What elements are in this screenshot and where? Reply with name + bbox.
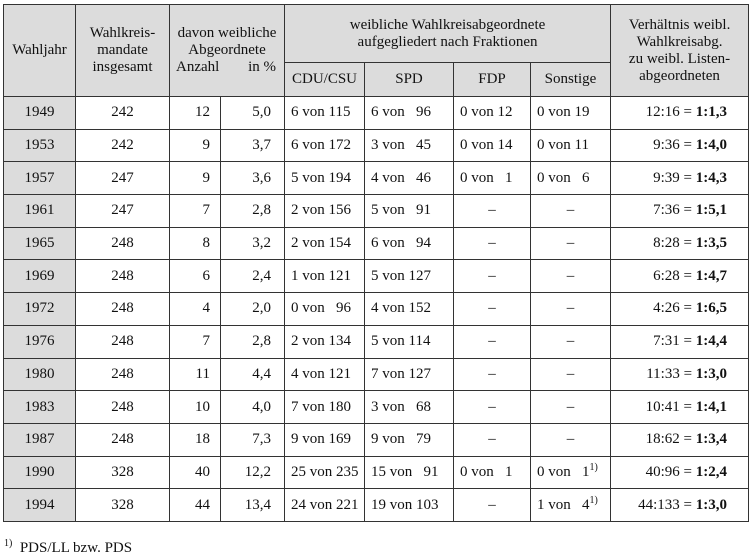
cell-fdp-value: 0 von 14 [460, 137, 513, 154]
cell-cdu [285, 293, 365, 326]
cell-spd-value: 9 von 79 [371, 431, 431, 448]
cell-spd [365, 97, 454, 130]
ratio-normalized: 1:4,7 [695, 267, 728, 284]
cell-cdu-value: 6 von 115 [291, 104, 351, 121]
cell-sonstige-value: – [566, 398, 575, 415]
footnote-ref: 1) [589, 461, 598, 473]
cell-year-value: 1969 [24, 267, 55, 284]
col-header-mandates [76, 5, 170, 97]
cell-fdp [454, 391, 531, 424]
cell-fdp-value: 0 von 1 [460, 169, 513, 186]
cell-year-value: 1990 [24, 463, 55, 480]
cell-count [170, 325, 221, 358]
cell-year-value: 1983 [24, 398, 55, 415]
cell-spd-value: 15 von 91 [371, 463, 439, 480]
cell-sonstige-value: – [566, 431, 575, 448]
col-header-factions-line2: aufgegliedert nach Fraktionen [357, 33, 538, 50]
cell-mandates-value: 248 [111, 365, 134, 382]
cell-mandates [76, 358, 170, 391]
cell-cdu [285, 391, 365, 424]
cell-sonstige-value: – [566, 202, 575, 219]
cell-cdu [285, 129, 365, 162]
cell-fdp [454, 456, 531, 489]
ratio-normalized: 1:3,4 [695, 431, 728, 448]
cell-percent-value: 2,8 [252, 202, 271, 219]
ratio-raw: 9:39 = [653, 169, 696, 186]
cell-percent [221, 195, 285, 228]
cell-year [4, 260, 76, 293]
cell-cdu [285, 260, 365, 293]
cell-percent [221, 358, 285, 391]
table-row [4, 195, 749, 228]
cell-mandates-value: 248 [111, 431, 134, 448]
cell-percent-value: 5,0 [252, 104, 271, 121]
cell-ratio [611, 456, 749, 489]
cell-count-value: 7 [202, 333, 210, 350]
col-header-factions-line1: weibliche Wahlkreisabgeordnete [349, 16, 546, 33]
col-header-percent: in % [248, 59, 276, 75]
table-row [4, 129, 749, 162]
footnote-ref: 1) [589, 494, 598, 506]
cell-mandates [76, 423, 170, 456]
cell-sonstige [531, 260, 611, 293]
cell-cdu-value: 2 von 156 [291, 202, 351, 219]
ratio-raw: 9:36 = [653, 137, 696, 154]
col-header-spd: SPD [365, 63, 454, 97]
cell-fdp [454, 423, 531, 456]
cell-spd [365, 489, 454, 522]
ratio-normalized: 1:2,4 [695, 463, 728, 480]
cell-spd [365, 260, 454, 293]
cell-sonstige [531, 293, 611, 326]
cell-count-value: 4 [202, 300, 210, 317]
col-header-mandates-line3: insgesamt [92, 59, 153, 75]
cell-fdp-value: 0 von 1 [460, 463, 513, 480]
cell-ratio [611, 358, 749, 391]
ratio-normalized: 1:5,1 [695, 202, 728, 219]
table-row [4, 293, 749, 326]
cell-cdu [285, 358, 365, 391]
cell-spd-value: 3 von 68 [371, 398, 431, 415]
cell-sonstige [531, 391, 611, 424]
cell-count [170, 129, 221, 162]
col-header-women [170, 5, 285, 97]
cell-count-value: 44 [195, 496, 210, 513]
cell-spd-value: 5 von 114 [371, 333, 431, 350]
cell-spd-value: 4 von 152 [371, 300, 431, 317]
cell-mandates-value: 247 [111, 169, 134, 186]
cell-year [4, 162, 76, 195]
cell-percent [221, 260, 285, 293]
cell-year [4, 489, 76, 522]
ratio-raw: 10:41 = [645, 398, 696, 415]
cell-count [170, 293, 221, 326]
cell-percent [221, 391, 285, 424]
cell-fdp [454, 227, 531, 260]
cell-mandates [76, 97, 170, 130]
cell-spd [365, 456, 454, 489]
cell-mandates [76, 260, 170, 293]
cell-sonstige [531, 97, 611, 130]
cell-percent [221, 293, 285, 326]
cell-fdp-value: – [488, 333, 496, 350]
cell-fdp-value: – [488, 431, 496, 448]
ratio-raw: 12:16 = [645, 104, 696, 121]
col-header-mandates-line1: Wahlkreis- [89, 25, 156, 41]
cell-ratio [611, 129, 749, 162]
ratio-raw: 40:96 = [645, 463, 696, 480]
cell-sonstige-value: 0 von 6 [537, 169, 590, 186]
col-header-mandates-line2: mandate [97, 42, 148, 58]
cell-cdu-value: 9 von 169 [291, 431, 351, 448]
cell-sonstige [531, 129, 611, 162]
cell-count [170, 260, 221, 293]
cell-year [4, 293, 76, 326]
cell-spd-value: 6 von 94 [371, 235, 431, 252]
col-header-sonstige: Sonstige [531, 63, 611, 97]
cell-sonstige-value: 0 von 1 [537, 463, 590, 480]
ratio-raw: 18:62 = [645, 431, 696, 448]
cell-sonstige-value: 0 von 19 [537, 104, 590, 121]
cell-year-value: 1987 [24, 431, 55, 448]
cell-mandates-value: 242 [111, 137, 134, 154]
cell-percent-value: 3,7 [252, 137, 271, 154]
col-header-cdu: CDU/CSU [285, 63, 365, 97]
cell-count-value: 6 [202, 267, 210, 284]
cell-count-value: 11 [195, 365, 210, 382]
cell-sonstige-value: – [566, 235, 575, 252]
cell-count [170, 162, 221, 195]
cell-year [4, 358, 76, 391]
cell-sonstige-value: – [566, 267, 575, 284]
cell-count-value: 18 [195, 431, 210, 448]
cell-percent [221, 129, 285, 162]
ratio-raw: 7:36 = [653, 202, 696, 219]
cell-mandates-value: 247 [111, 202, 134, 219]
cell-cdu-value: 0 von 96 [291, 300, 351, 317]
cell-cdu [285, 489, 365, 522]
cell-fdp-value: – [488, 235, 496, 252]
cell-year-value: 1980 [24, 365, 55, 382]
cell-percent-value: 2,8 [252, 333, 271, 350]
cell-cdu [285, 97, 365, 130]
cell-mandates-value: 248 [111, 398, 134, 415]
cell-mandates-value: 248 [111, 235, 134, 252]
cell-fdp-value: – [488, 300, 496, 317]
cell-count [170, 195, 221, 228]
cell-spd [365, 293, 454, 326]
ratio-normalized: 1:3,0 [695, 496, 728, 513]
cell-fdp [454, 325, 531, 358]
col-header-ratio-line2: Wahlkreisabg. [636, 33, 723, 50]
women-mandates-table [3, 4, 749, 522]
cell-percent-value: 7,3 [252, 431, 271, 448]
cell-count-value: 9 [202, 137, 210, 154]
table-row [4, 423, 749, 456]
col-header-ratio-line1: Verhältnis weibl. [628, 16, 731, 33]
cell-count [170, 358, 221, 391]
cell-sonstige-value: – [566, 365, 575, 382]
cell-ratio [611, 423, 749, 456]
ratio-raw: 7:31 = [653, 333, 696, 350]
cell-ratio [611, 260, 749, 293]
cell-fdp [454, 162, 531, 195]
cell-percent [221, 325, 285, 358]
cell-spd [365, 162, 454, 195]
cell-fdp-value: – [488, 398, 496, 415]
cell-spd-value: 5 von 91 [371, 202, 431, 219]
cell-cdu-value: 1 von 121 [291, 267, 351, 284]
cell-spd-value: 4 von 46 [371, 169, 431, 186]
table-row [4, 391, 749, 424]
cell-cdu [285, 423, 365, 456]
cell-cdu [285, 162, 365, 195]
ratio-raw: 6:28 = [653, 267, 696, 284]
cell-sonstige-value: 0 von 11 [537, 137, 589, 154]
col-header-anzahl: Anzahl [176, 59, 220, 75]
cell-count [170, 227, 221, 260]
cell-cdu-value: 6 von 172 [291, 137, 351, 154]
col-header-ratio-line4: abgeordneten [639, 67, 720, 84]
cell-count-value: 8 [202, 235, 210, 252]
cell-cdu-value: 2 von 134 [291, 333, 351, 350]
cell-count-value: 12 [195, 104, 210, 121]
cell-year-value: 1976 [24, 333, 55, 350]
cell-ratio [611, 391, 749, 424]
cell-percent-value: 12,2 [244, 463, 271, 480]
cell-year [4, 227, 76, 260]
cell-count-value: 9 [202, 169, 210, 186]
cell-mandates [76, 489, 170, 522]
ratio-raw: 8:28 = [653, 235, 696, 252]
cell-mandates [76, 391, 170, 424]
col-header-factions-group [285, 5, 611, 63]
ratio-normalized: 1:6,5 [695, 300, 728, 317]
ratio-raw: 11:33 = [646, 365, 696, 382]
cell-cdu-value: 25 von 235 [291, 463, 359, 480]
cell-fdp-value: 0 von 12 [460, 104, 513, 121]
ratio-raw: 44:133 = [638, 496, 696, 513]
cell-sonstige [531, 325, 611, 358]
cell-count [170, 423, 221, 456]
cell-count [170, 391, 221, 424]
cell-cdu-value: 4 von 121 [291, 365, 351, 382]
cell-cdu [285, 227, 365, 260]
cell-year [4, 97, 76, 130]
cell-spd-value: 5 von 127 [371, 267, 431, 284]
ratio-normalized: 1:4,0 [695, 137, 728, 154]
cell-ratio [611, 97, 749, 130]
ratio-normalized: 1:3,5 [695, 235, 728, 252]
cell-year-value: 1994 [24, 496, 55, 513]
cell-spd-value: 3 von 45 [371, 137, 431, 154]
ratio-normalized: 1:1,3 [695, 104, 728, 121]
cell-percent-value: 4,4 [252, 365, 271, 382]
cell-year-value: 1961 [24, 202, 55, 219]
table-row [4, 260, 749, 293]
cell-spd-value: 7 von 127 [371, 365, 431, 382]
col-header-ratio-line3: zu weibl. Listen- [628, 50, 731, 67]
cell-percent-value: 4,0 [252, 398, 271, 415]
table-row [4, 162, 749, 195]
cell-mandates [76, 162, 170, 195]
cell-mandates [76, 325, 170, 358]
cell-ratio [611, 489, 749, 522]
cell-ratio [611, 325, 749, 358]
cell-spd-value: 6 von 96 [371, 104, 431, 121]
cell-sonstige-value: 1 von 4 [537, 496, 590, 513]
col-header-year: Wahljahr [4, 5, 76, 97]
cell-spd [365, 227, 454, 260]
cell-mandates-value: 248 [111, 267, 134, 284]
cell-sonstige [531, 456, 611, 489]
cell-fdp-value: – [488, 496, 496, 513]
cell-sonstige-value: – [566, 333, 575, 350]
cell-ratio [611, 293, 749, 326]
ratio-normalized: 1:4,1 [695, 398, 728, 415]
cell-spd-value: 19 von 103 [371, 496, 439, 513]
cell-mandates [76, 227, 170, 260]
cell-sonstige [531, 423, 611, 456]
cell-year [4, 391, 76, 424]
cell-cdu [285, 325, 365, 358]
cell-count [170, 489, 221, 522]
cell-count [170, 97, 221, 130]
cell-fdp [454, 195, 531, 228]
cell-year-value: 1957 [24, 169, 55, 186]
table-row [4, 489, 749, 522]
footnote-text: PDS/LL bzw. PDS [12, 540, 133, 556]
cell-sonstige [531, 489, 611, 522]
cell-fdp [454, 129, 531, 162]
cell-fdp-value: – [488, 365, 496, 382]
cell-fdp [454, 260, 531, 293]
cell-cdu-value: 2 von 154 [291, 235, 351, 252]
cell-fdp [454, 358, 531, 391]
col-header-women-line1: davon weibliche [177, 25, 277, 41]
col-header-fdp: FDP [454, 63, 531, 97]
cell-percent-value: 3,2 [252, 235, 271, 252]
cell-year [4, 129, 76, 162]
cell-percent [221, 162, 285, 195]
cell-ratio [611, 162, 749, 195]
table-row [4, 227, 749, 260]
cell-sonstige [531, 195, 611, 228]
cell-fdp-value: – [488, 267, 496, 284]
cell-ratio [611, 195, 749, 228]
cell-year [4, 423, 76, 456]
cell-mandates-value: 328 [111, 463, 134, 480]
cell-sonstige [531, 358, 611, 391]
cell-year-value: 1972 [24, 300, 55, 317]
ratio-normalized: 1:3,0 [695, 365, 728, 382]
table-row [4, 358, 749, 391]
cell-year [4, 456, 76, 489]
cell-cdu [285, 195, 365, 228]
ratio-raw: 4:26 = [653, 300, 696, 317]
cell-spd [365, 358, 454, 391]
cell-count-value: 7 [202, 202, 210, 219]
cell-mandates [76, 129, 170, 162]
cell-mandates-value: 248 [111, 300, 134, 317]
cell-percent [221, 489, 285, 522]
cell-spd [365, 325, 454, 358]
table-body [4, 97, 749, 522]
cell-year-value: 1965 [24, 235, 55, 252]
cell-percent [221, 227, 285, 260]
cell-percent [221, 97, 285, 130]
cell-mandates-value: 242 [111, 104, 134, 121]
cell-fdp [454, 97, 531, 130]
cell-mandates-value: 248 [111, 333, 134, 350]
cell-mandates-value: 328 [111, 496, 134, 513]
cell-percent-value: 3,6 [252, 169, 271, 186]
cell-sonstige [531, 227, 611, 260]
cell-cdu-value: 5 von 194 [291, 169, 351, 186]
cell-percent-value: 13,4 [244, 496, 271, 513]
cell-year [4, 195, 76, 228]
cell-count-value: 40 [195, 463, 210, 480]
cell-mandates [76, 293, 170, 326]
ratio-normalized: 1:4,3 [695, 169, 728, 186]
cell-count-value: 10 [195, 398, 210, 415]
cell-cdu-value: 24 von 221 [291, 496, 359, 513]
footnote-mark: 1) [4, 538, 13, 549]
cell-year [4, 325, 76, 358]
cell-mandates [76, 195, 170, 228]
cell-percent [221, 423, 285, 456]
footnote [4, 540, 132, 557]
table-row [4, 97, 749, 130]
cell-sonstige [531, 162, 611, 195]
cell-spd [365, 129, 454, 162]
cell-percent [221, 456, 285, 489]
col-header-ratio [611, 5, 749, 97]
cell-percent-value: 2,4 [252, 267, 271, 284]
cell-fdp [454, 293, 531, 326]
col-header-women-line2: Abgeordnete [188, 42, 266, 58]
cell-cdu [285, 456, 365, 489]
cell-fdp-value: – [488, 202, 496, 219]
cell-year-value: 1949 [24, 104, 55, 121]
table-row [4, 325, 749, 358]
cell-percent-value: 2,0 [252, 300, 271, 317]
cell-count [170, 456, 221, 489]
cell-fdp [454, 489, 531, 522]
cell-spd [365, 423, 454, 456]
table-row [4, 456, 749, 489]
cell-mandates [76, 456, 170, 489]
cell-sonstige-value: – [566, 300, 575, 317]
cell-spd [365, 391, 454, 424]
cell-cdu-value: 7 von 180 [291, 398, 351, 415]
cell-spd [365, 195, 454, 228]
ratio-normalized: 1:4,4 [695, 333, 728, 350]
cell-ratio [611, 227, 749, 260]
cell-year-value: 1953 [24, 137, 55, 154]
